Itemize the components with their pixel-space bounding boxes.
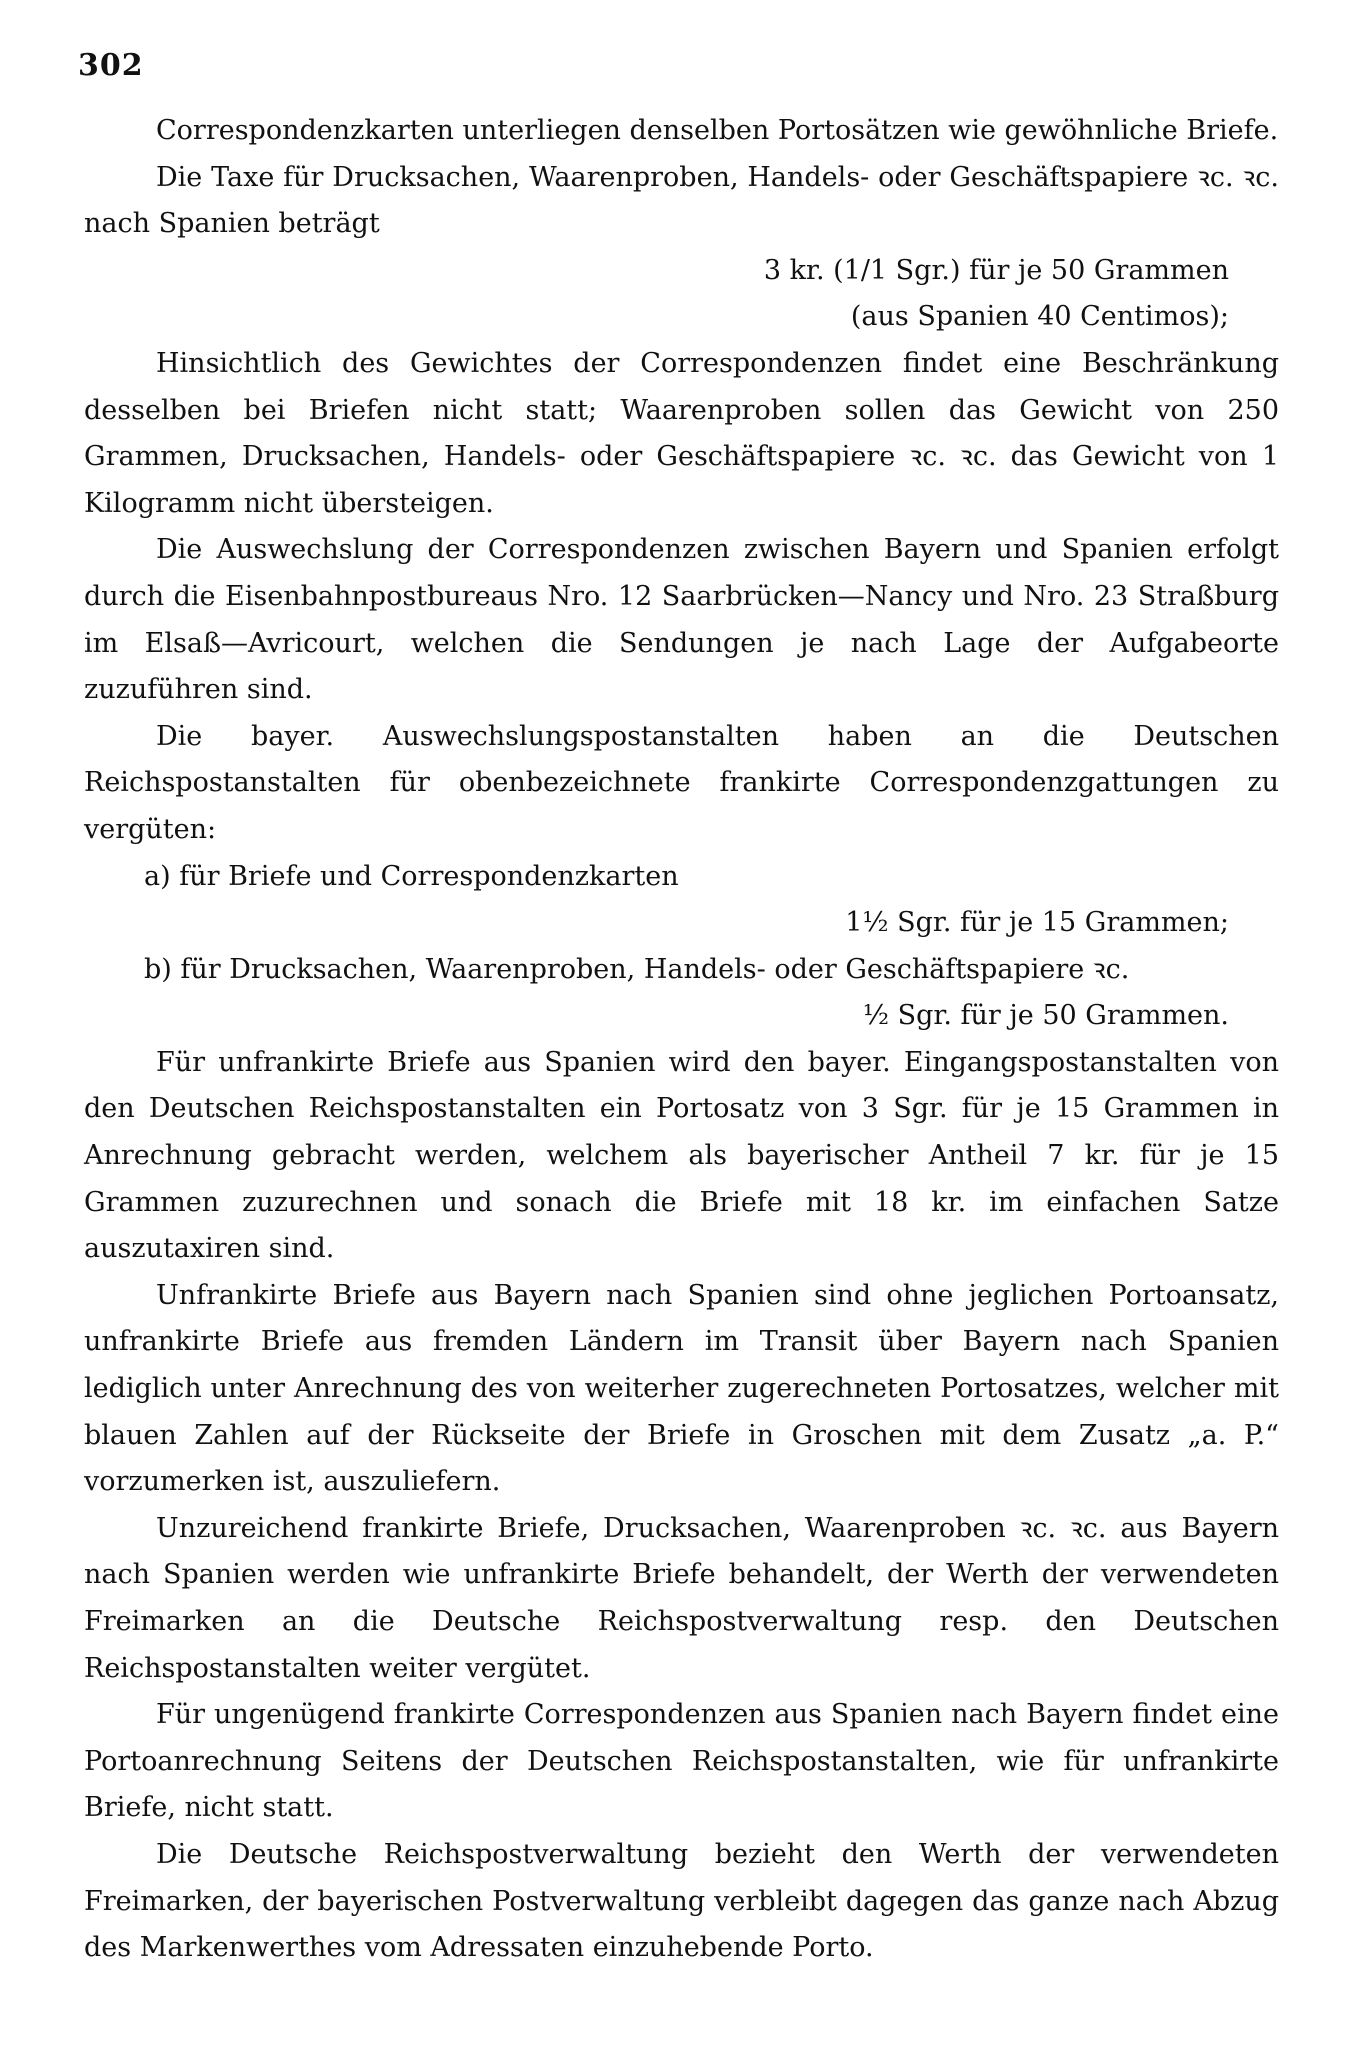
paragraph-unpaid-to-spain: Unfrankirte Briefe aus Bayern nach Spanien sind ohne jeglichen Portoansatz, unfrankirte Briefe aus fremden Ländern im Transit über Bayern nach Spanien lediglich unter Anrechnung des von weiterher zugerechneten Portosatzes, welcher mit blauen Zahlen auf der Rückseite der Briefe in Groschen mit dem Zusatz „a. P.“ vorzumerken ist, auszuliefern. [84, 1279, 1279, 1498]
rate-line-letters: 1½ Sgr. für je 15 Grammen; [845, 907, 1229, 939]
paragraph-insufficient-from-spain: Für ungenügend frankirte Correspondenzen aus Spanien nach Bayern findet eine Portoanrechnung Seitens der Deutschen Reichspostanstalten, wie für unfrankirte Briefe, nicht statt. [84, 1699, 1279, 1824]
paragraph-unpaid-from-spain: Für unfrankirte Briefe aus Spanien wird den bayer. Eingangspostanstalten von den Deutschen Reichspostanstalten ein Portosatz von 3 Sgr. für je 15 Grammen in Anrechnung gebracht werden, welchem als bayerischer Antheil 7 kr. für je 15 Grammen zuzurechnen und sonach die Briefe mit 18 kr. im einfachen Satze auszutaxiren sind. [84, 1046, 1279, 1265]
list-item-b: b) für Drucksachen, Waarenproben, Handels- oder Geschäftspapiere ꝛc. [144, 953, 1130, 985]
paragraph-print-rate-intro: Die Taxe für Drucksachen, Waarenproben, Handels- oder Geschäftspapiere ꝛc. ꝛc. nach Spanien beträgt [84, 161, 1279, 240]
list-item-a: a) für Briefe und Correspondenzkarten [144, 860, 679, 892]
paragraph-stamp-value: Die Deutsche Reichspostverwaltung bezieht den Werth der verwendeten Freimarken, der bayerischen Postverwaltung verbleibt dagegen das ganze nach Abzug des Markenwerthes vom Adressaten einzuhebende Porto. [84, 1838, 1279, 1964]
paragraph-exchange-offices: Die Auswechslung der Correspondenzen zwischen Bayern und Spanien erfolgt durch die Eisenbahnpostbureaus Nro. 12 Saarbrücken—Nancy und Nro. 23 Straßburg im Elsaß—Avricourt, welchen die Sendungen je nach Lage der Aufgabeorte zuzuführen sind. [84, 534, 1279, 706]
rate-line-print-matter: 3 kr. (1/1 Sgr.) für je 50 Grammen [763, 254, 1229, 286]
rate-line-printed-matter: ½ Sgr. für je 50 Grammen. [862, 1000, 1229, 1032]
paragraph-weight-limits: Hinsichtlich des Gewichtes der Correspondenzen findet eine Beschränkung desselben bei Briefen nicht statt; Waarenproben sollen das Gewicht von 250 Grammen, Drucksachen, Handels- oder Geschäftspapiere ꝛc. ꝛc. das Gewicht von 1 Kilogramm nicht übersteigen. [84, 347, 1279, 519]
rate-line-from-spain: (aus Spanien 40 Centimos); [850, 301, 1229, 333]
paragraph-insufficient-from-bavaria: Unzureichend frankirte Briefe, Drucksachen, Waarenproben ꝛc. ꝛc. aus Bayern nach Spanien werden wie unfrankirte Briefe behandelt, der Werth der verwendeten Freimarken an die Deutsche Reichspostverwaltung resp. den Deutschen Reichspostanstalten weiter vergütet. [84, 1512, 1279, 1684]
paragraph-correspondence-cards: Correspondenzkarten unterliegen denselben Portosätzen wie gewöhnliche Briefe. [156, 115, 1279, 146]
body-text [84, 108, 1279, 1972]
paragraph-compensation-intro: Die bayer. Auswechslungspostanstalten haben an die Deutschen Reichspostanstalten für obenbezeichnete frankirte Correspondenzgattungen zu vergüten: [84, 720, 1279, 845]
page-number: 302 [78, 48, 144, 83]
